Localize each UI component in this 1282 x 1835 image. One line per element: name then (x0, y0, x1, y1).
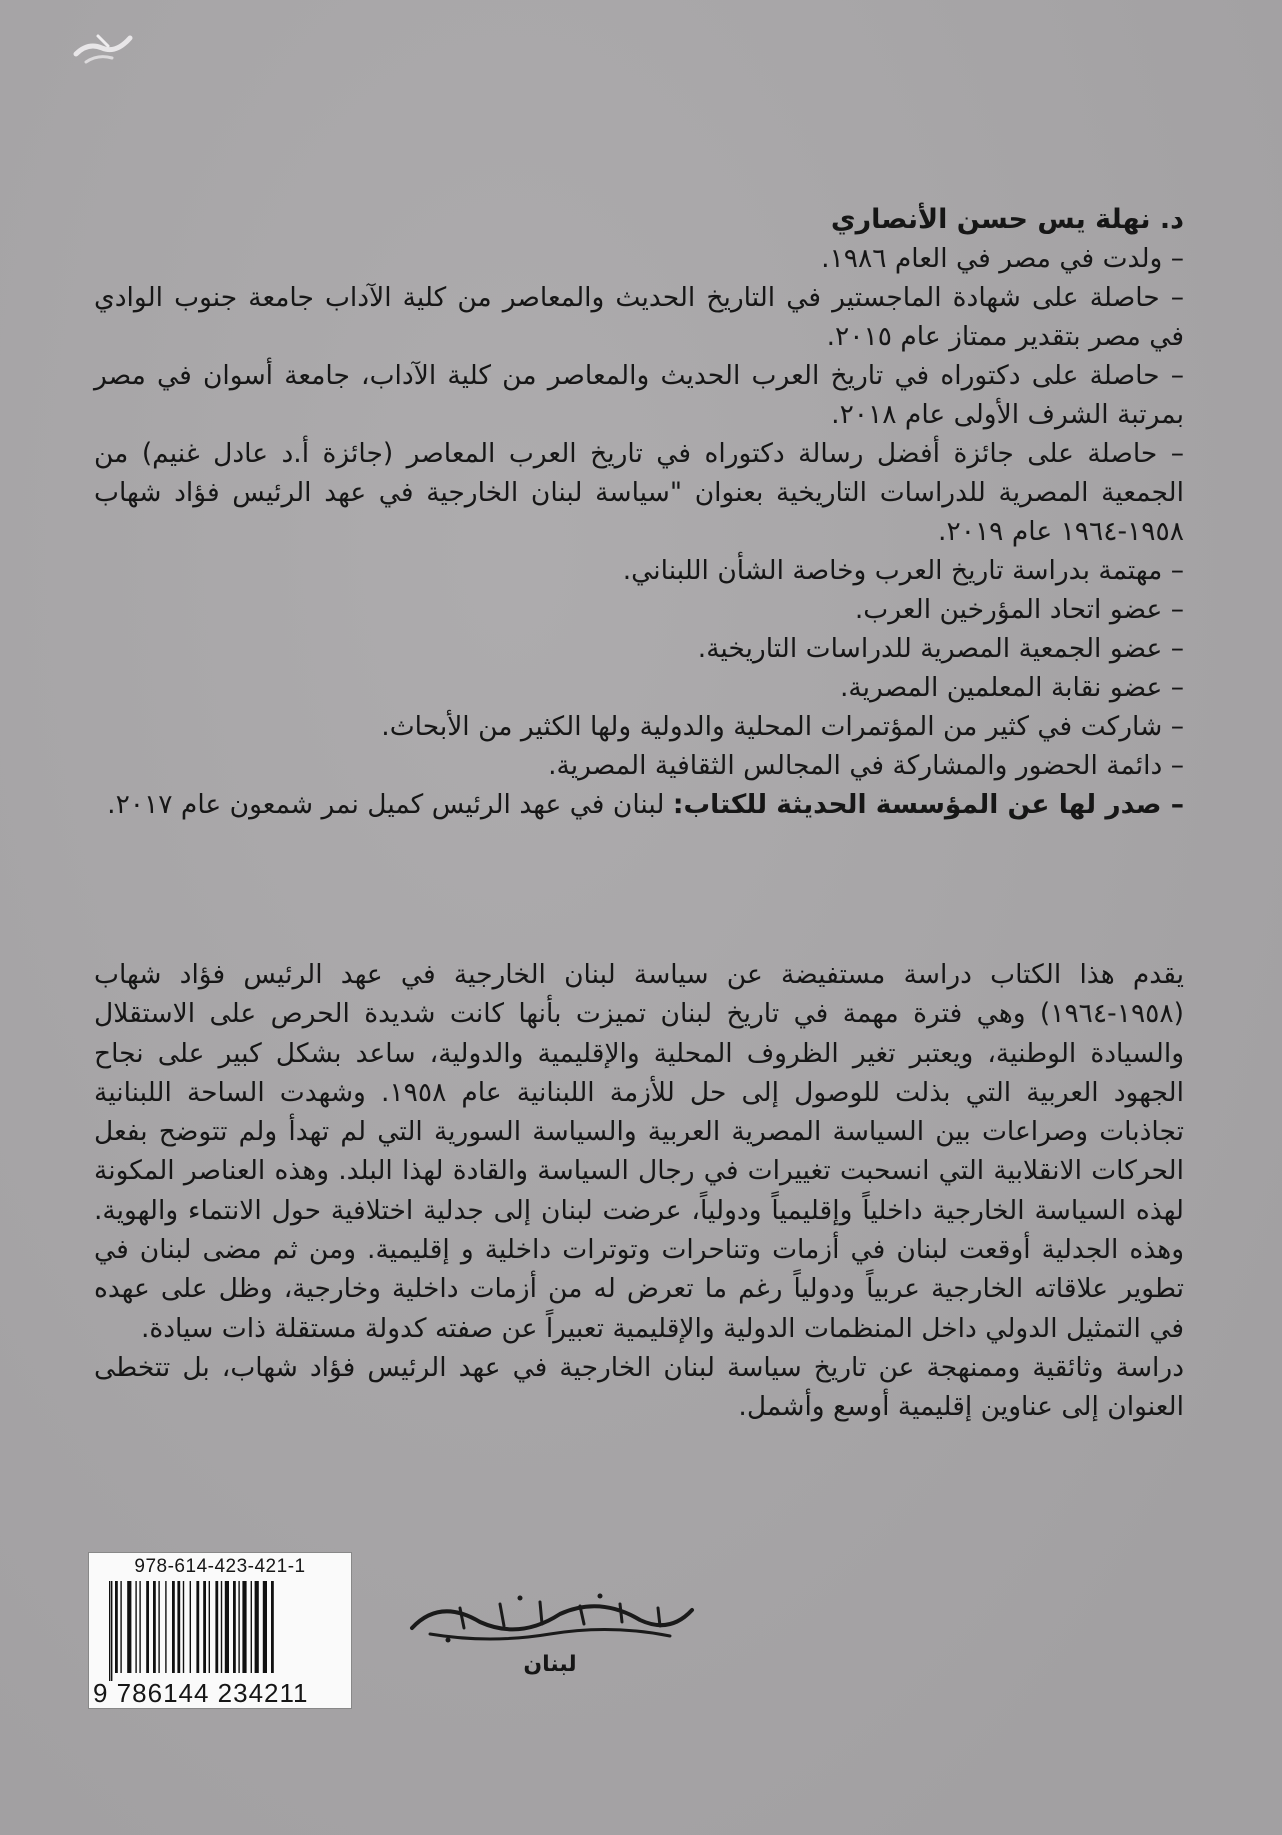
bio-item: – شاركت في كثير من المؤتمرات المحلية والدولية ولها الكثير من الأبحاث. (381, 711, 1184, 742)
paper-scratch-mark (68, 24, 138, 72)
isbn-number: 978-614-423-421-1 (134, 1556, 306, 1577)
publisher-city: لبنان (523, 1652, 577, 1677)
barcode-bars (107, 1581, 347, 1681)
author-name: د. نهلة يس حسن الأنصاري (830, 204, 1184, 235)
bio-item: – عضو نقابة المعلمين المصرية. (839, 672, 1184, 703)
barcode-digits: 9 786144 234211 (93, 1678, 309, 1708)
bio-item: – حاصلة على شهادة الماجستير في التاريخ الحديث والمعاصر من كلية الآداب جامعة جنوب الوادي في مصر بتقدير ممتاز عام ٢٠١٥. (94, 282, 1184, 352)
bio-item: – حاصلة على دكتوراه في تاريخ العرب الحديث والمعاصر من كلية الآداب، جامعة أسوان في مصر بمرتبة الشرف الأولى عام ٢٠١٨. (94, 360, 1184, 430)
bio-item: – دائمة الحضور والمشاركة في المجالس الثقافية المصرية. (548, 750, 1184, 781)
bio-item: – مهتمة بدراسة تاريخ العرب وخاصة الشأن اللبناني. (622, 555, 1184, 586)
bio-item: – عضو اتحاد المؤرخين العرب. (854, 594, 1184, 625)
bio-item: – عضو الجمعية المصرية للدراسات التاريخية. (697, 633, 1184, 664)
published-text: لبنان في عهد الرئيس كميل نمر شمعون عام ٢٠١٧. (107, 789, 673, 820)
bio-published (94, 785, 1184, 824)
author-bio (94, 200, 1184, 824)
description-paragraph: يقدم هذا الكتاب دراسة مستفيضة عن سياسة لبنان الخارجية في عهد الرئيس فؤاد شهاب (١٩٥٨-١٩٦٤) وهي فترة مهمة في تاريخ لبنان تميزت بأنها كانت شديدة الحرص على الاستقلال والسيادة الوطنية، ويعتبر تغير الظروف المحلية والإقليمية والدولية، ساعد بشكل كبير على نجاح الجهود العربية التي بذلت للوصول إلى حل للأزمة اللبنانية عام ١٩٥٨. وشهدت الساحة اللبنانية تجاذبات وصراعات بين السياسة المصرية العربية والسياسة السورية التي لم تهدأ ولم تتوضح بفعل الحركات الانقلابية التي انسحبت تغييرات في رجال السياسة والقادة لهذا البلد. وهذه العناصر المكونة لهذه السياسة الخارجية داخلياً وإقليمياً ودولياً، عرضت لبنان إلى جدلية اختلافية حول الانتماء والهوية. وهذه الجدلية أوقعت لبنان في أزمات وتناحرات وتوترات داخلية و إقليمية. ومن ثم مضى لبنان في تطوير علاقاته الخارجية عربياً ودولياً رغم ما تعرض له من أزمات داخلية وخارجية، وظل على عهده في التمثيل الدولي داخل المنظمات الدولية والإقليمية تعبيراً عن صفته كدولة مستقلة ذات سيادة. (94, 959, 1184, 1344)
description-paragraph: دراسة وثائقية وممنهجة عن تاريخ سياسة لبنان الخارجية في عهد الرئيس فؤاد شهاب، بل تتخطى العنوان إلى عناوين إقليمية أوسع وأشمل. (94, 1351, 1184, 1423)
bio-item: – حاصلة على جائزة أفضل رسالة دكتوراه في تاريخ العرب المعاصر (جائزة أ.د عادل غنيم) من الجمعية المصرية للدراسات التاريخية بعنوان "سياسة لبنان الخارجية في عهد الرئيس فؤاد شهاب ١٩٥٨-١٩٦٤ عام ٢٠١٩. (94, 438, 1184, 547)
publisher-logo (400, 1588, 700, 1648)
book-description (94, 955, 1184, 1427)
isbn-barcode (88, 1552, 352, 1709)
bio-item: – ولدت في مصر في العام ١٩٨٦. (821, 243, 1184, 274)
published-label: – صدر لها عن المؤسسة الحديثة للكتاب: (672, 789, 1184, 820)
